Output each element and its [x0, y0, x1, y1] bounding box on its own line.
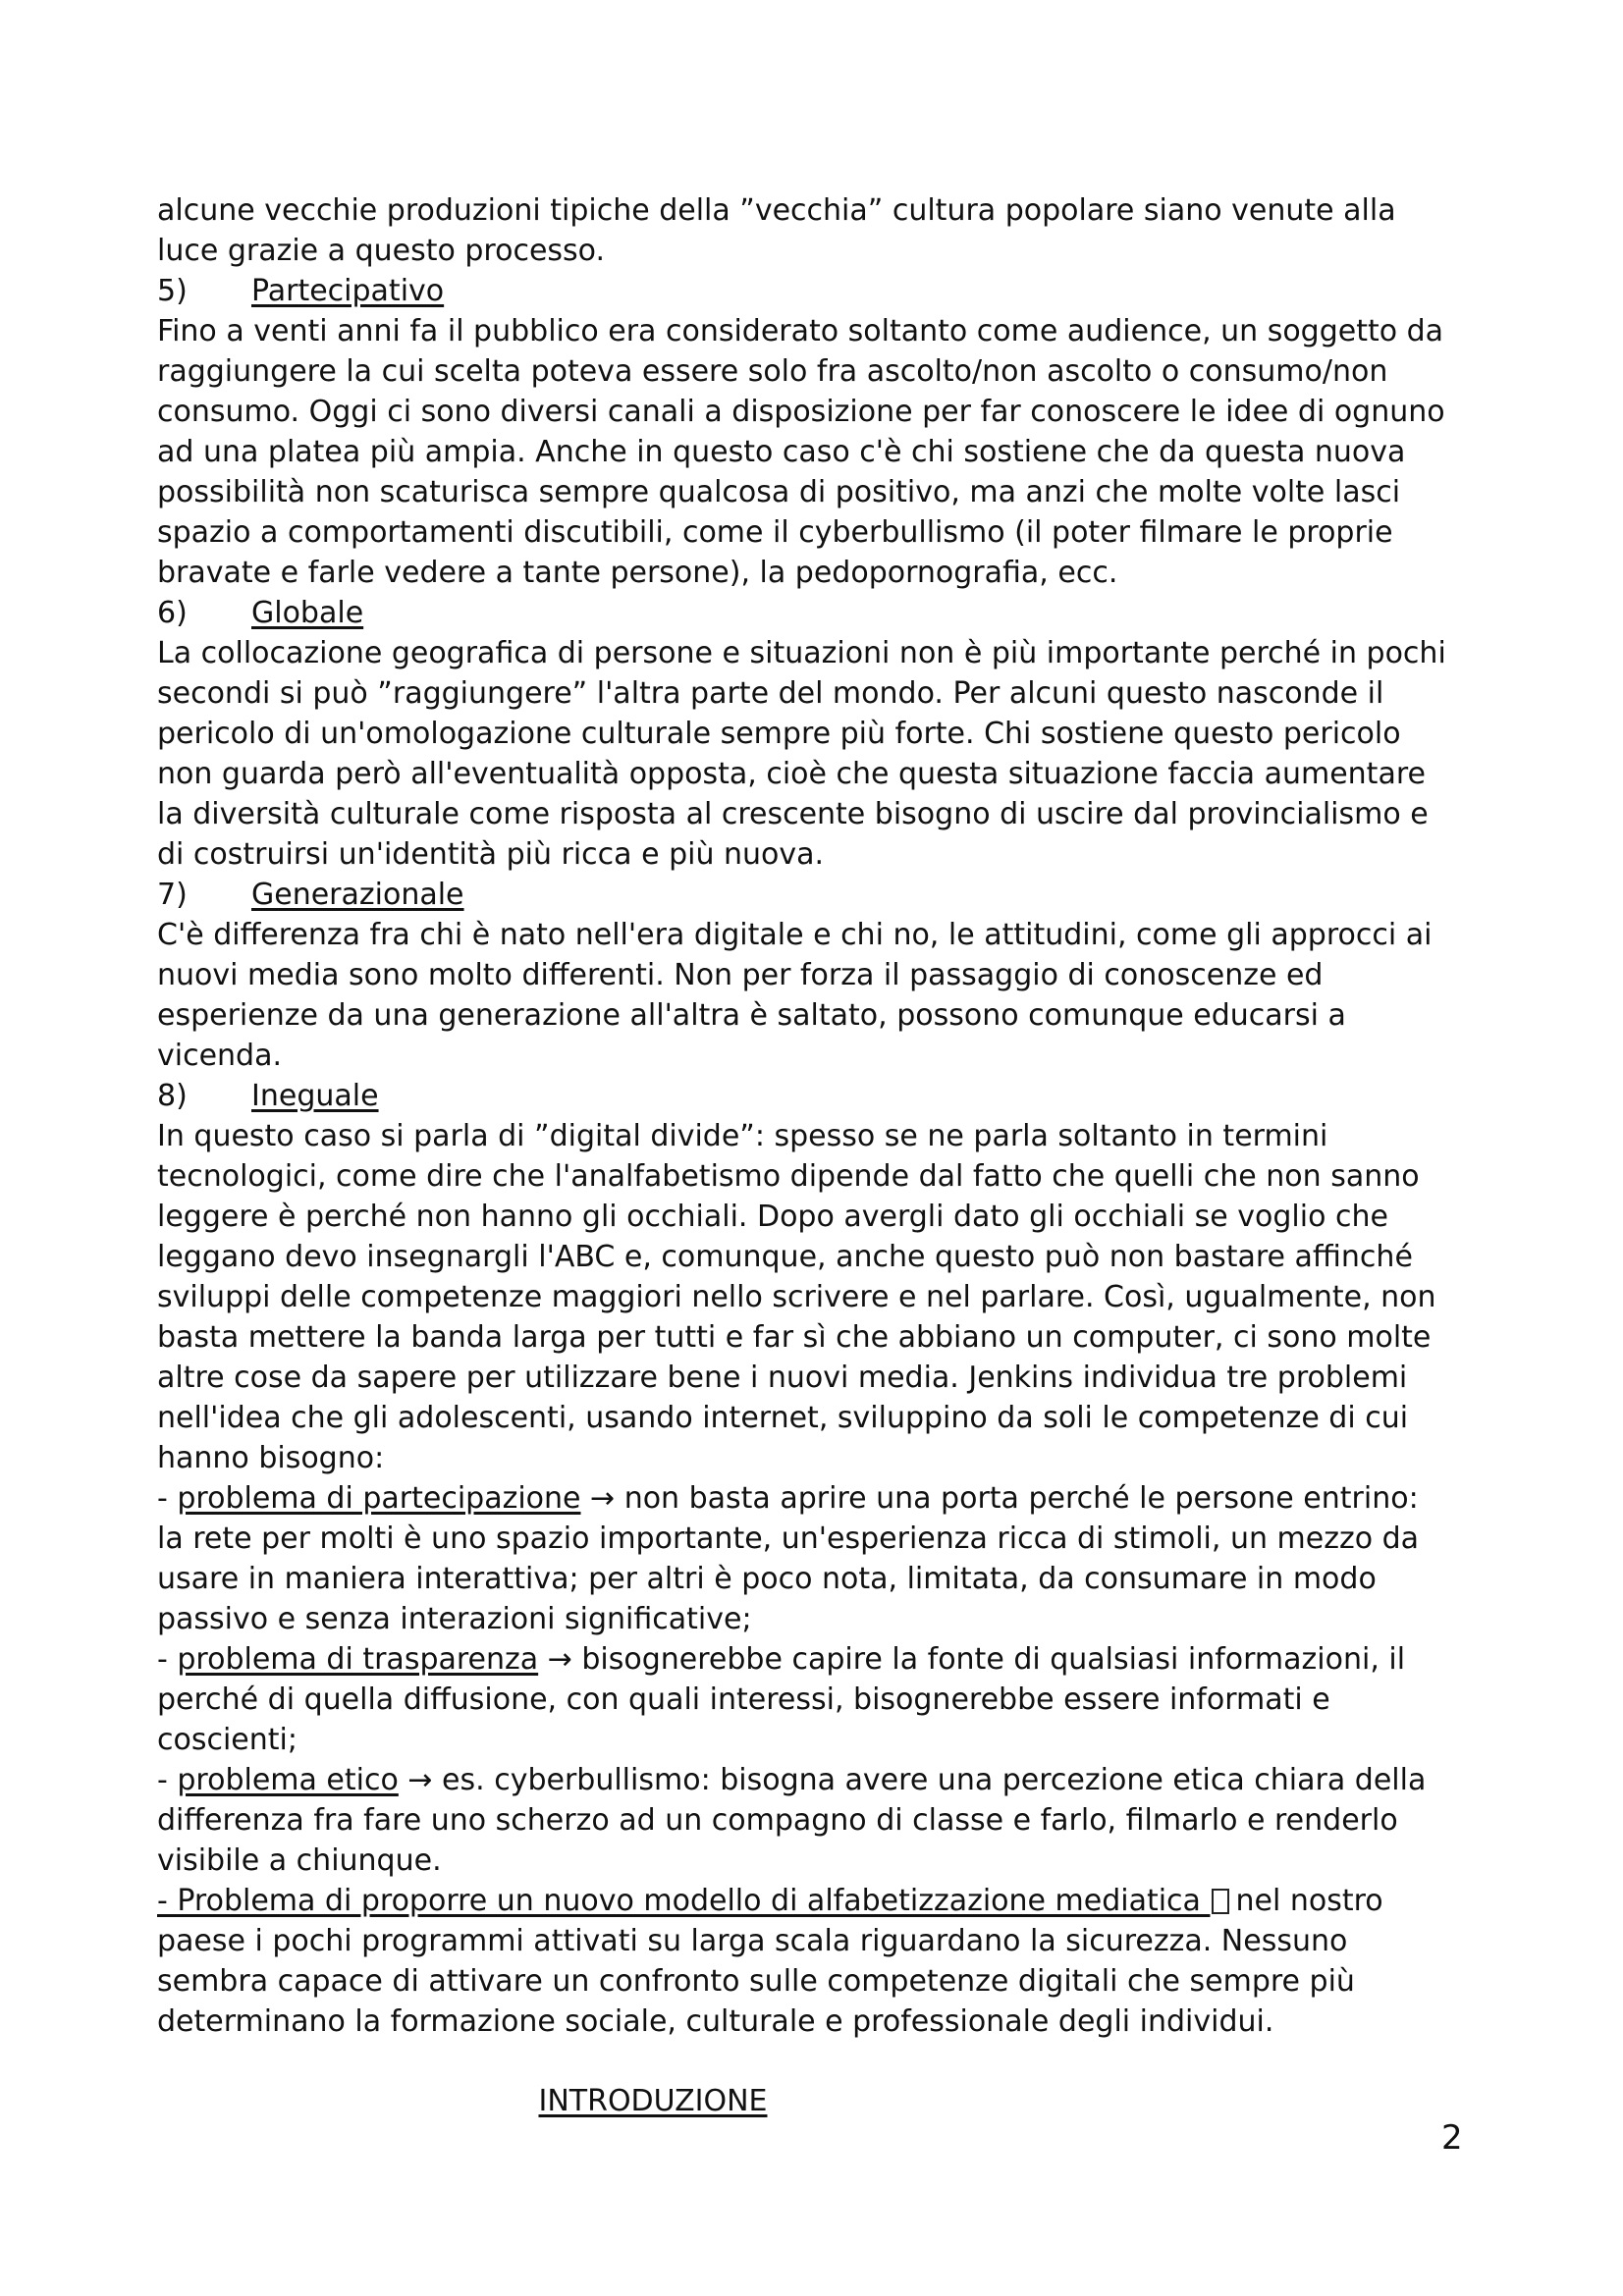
chapter-heading: INTRODUZIONE: [538, 2084, 768, 2118]
text-line: coscienti;: [157, 1723, 298, 1757]
bullet-dash: -: [157, 1642, 178, 1677]
problem-text: → es. cyberbullismo: bisogna avere una percezione etica chiara della: [398, 1763, 1427, 1797]
document-body: [157, 190, 1492, 2042]
problem-title: - Problema di proporre un nuovo modello di alfabetizzazione mediatica: [157, 1884, 1211, 1918]
text-line: alcune vecchie produzioni tipiche della ”vecchia” cultura popolare siano venute alla: [157, 193, 1396, 228]
text-line: leggano devo insegnargli l'ABC e, comunque, anche questo può non bastare affinché: [157, 1240, 1413, 1274]
text-line: non guarda però all'eventualità opposta, cioè che questa situazione faccia aumentare: [157, 757, 1426, 791]
problem-item-alfabetizzazione: [157, 1881, 1492, 1921]
text-line: esperienze da una generazione all'altra è saltato, possono comunque educarsi a: [157, 998, 1346, 1033]
problem-title: problema di trasparenza: [177, 1642, 539, 1677]
section-heading-5: [157, 271, 1492, 311]
section-title: Ineguale: [251, 1079, 379, 1113]
problem-item-trasparenza: [157, 1639, 1492, 1680]
problem-text: → bisognerebbe capire la fonte di qualsiasi informazioni, il: [538, 1642, 1406, 1677]
text-line: La collocazione geografica di persone e situazioni non è più importante perché in pochi: [157, 636, 1446, 670]
text-line: hanno bisogno:: [157, 1441, 385, 1475]
section-number: 8): [157, 1079, 188, 1113]
text-line: passivo e senza interazioni significative;: [157, 1602, 752, 1636]
section-number: 5): [157, 274, 188, 308]
text-line: la diversità culturale come risposta al crescente bisogno di uscire dal provincialismo e: [157, 797, 1429, 831]
section-heading-8: [157, 1076, 1492, 1116]
page-number: 2: [1441, 2118, 1463, 2158]
text-line: sembra capace di attivare un confronto sulle competenze digitali che sempre più: [157, 1964, 1355, 1999]
text-line: nell'idea che gli adolescenti, usando internet, sviluppino da soli le competenze di cui: [157, 1401, 1409, 1435]
text-line: bravate e farle vedere a tante persone), la pedopornografia, ecc.: [157, 556, 1118, 590]
text-line: perché di quella diffusione, con quali interessi, bisognerebbe essere informati e: [157, 1682, 1330, 1717]
text-line: determinano la formazione sociale, culturale e professionale degli individui.: [157, 2004, 1274, 2039]
text-line: vicenda.: [157, 1039, 283, 1073]
text-line: leggere è perché non hanno gli occhiali. Dopo avergli dato gli occhiali se voglio che: [157, 1200, 1388, 1234]
text-line: consumo. Oggi ci sono diversi canali a disposizione per far conoscere le idee di ognuno: [157, 395, 1445, 429]
text-line: di costruirsi un'identità più ricca e più nuova.: [157, 837, 825, 872]
text-line: secondi si può ”raggiungere” l'altra parte del mondo. Per alcuni questo nasconde il: [157, 676, 1384, 711]
problem-item-etico: [157, 1760, 1492, 1800]
section-number: 7): [157, 878, 188, 912]
section-heading-7: [157, 875, 1492, 915]
text-line: sviluppi delle competenze maggiori nello scrivere e nel parlare. Così, ugualmente, non: [157, 1280, 1436, 1314]
text-line: spazio a comportamenti discutibili, come il cyberbullismo (il poter filmare le proprie: [157, 515, 1393, 550]
text-line: altre cose da sapere per utilizzare bene i nuovi media. Jenkins individua tre problemi: [157, 1361, 1408, 1395]
text-line: differenza fra fare uno scherzo ad un compagno di classe e farlo, filmarlo e renderlo: [157, 1803, 1398, 1838]
text-line: pericolo di un'omologazione culturale sempre più forte. Chi sostiene questo pericolo: [157, 717, 1401, 751]
problem-title: problema di partecipazione: [177, 1481, 581, 1516]
text-line: paese i pochi programmi attivati su larga scala riguardano la sicurezza. Nessuno: [157, 1924, 1348, 1958]
text-line: ad una platea più ampia. Anche in questo caso c'è chi sostiene che da questa nuova: [157, 435, 1406, 469]
text-line: visibile a chiunque.: [157, 1843, 442, 1878]
text-line: tecnologici, come dire che l'analfabetismo dipende dal fatto che quelli che non sanno: [157, 1159, 1420, 1194]
bullet-dash: -: [157, 1481, 178, 1516]
section-number: 6): [157, 596, 188, 630]
missing-glyph-icon: [1212, 1889, 1229, 1914]
text-line: C'è differenza fra chi è nato nell'era digitale e chi no, le attitudini, come gli approcci ai: [157, 918, 1433, 952]
text-line: Fino a venti anni fa il pubblico era considerato soltanto come audience, un soggetto da: [157, 314, 1444, 348]
problem-item-partecipazione: [157, 1478, 1492, 1519]
text-line: basta mettere la banda larga per tutti e far sì che abbiano un computer, ci sono molte: [157, 1320, 1432, 1355]
text-line: la rete per molti è uno spazio importante, un'esperienza ricca di stimoli, un mezzo da: [157, 1522, 1420, 1556]
heading-wrapper: [0, 2081, 1306, 2121]
text-line: nuovi media sono molto differenti. Non per forza il passaggio di conoscenze ed: [157, 958, 1324, 992]
text-line: possibilità non scaturisca sempre qualcosa di positivo, ma anzi che molte volte lasci: [157, 475, 1401, 509]
section-title: Partecipativo: [251, 274, 445, 308]
section-heading-6: [157, 593, 1492, 633]
problem-text: → non basta aprire una porta perché le persone entrino:: [580, 1481, 1419, 1516]
text-line: luce grazie a questo processo.: [157, 234, 606, 268]
text-line: In questo caso si parla di ”digital divide”: spesso se ne parla soltanto in termini: [157, 1119, 1328, 1153]
bullet-dash: -: [157, 1763, 178, 1797]
problem-text: nel nostro: [1235, 1884, 1383, 1918]
section-title: Generazionale: [251, 878, 464, 912]
section-title: Globale: [251, 596, 364, 630]
problem-title: problema etico: [177, 1763, 399, 1797]
text-line: raggiungere la cui scelta poteva essere solo fra ascolto/non ascolto o consumo/non: [157, 354, 1388, 389]
text-line: usare in maniera interattiva; per altri è poco nota, limitata, da consumare in modo: [157, 1562, 1377, 1596]
